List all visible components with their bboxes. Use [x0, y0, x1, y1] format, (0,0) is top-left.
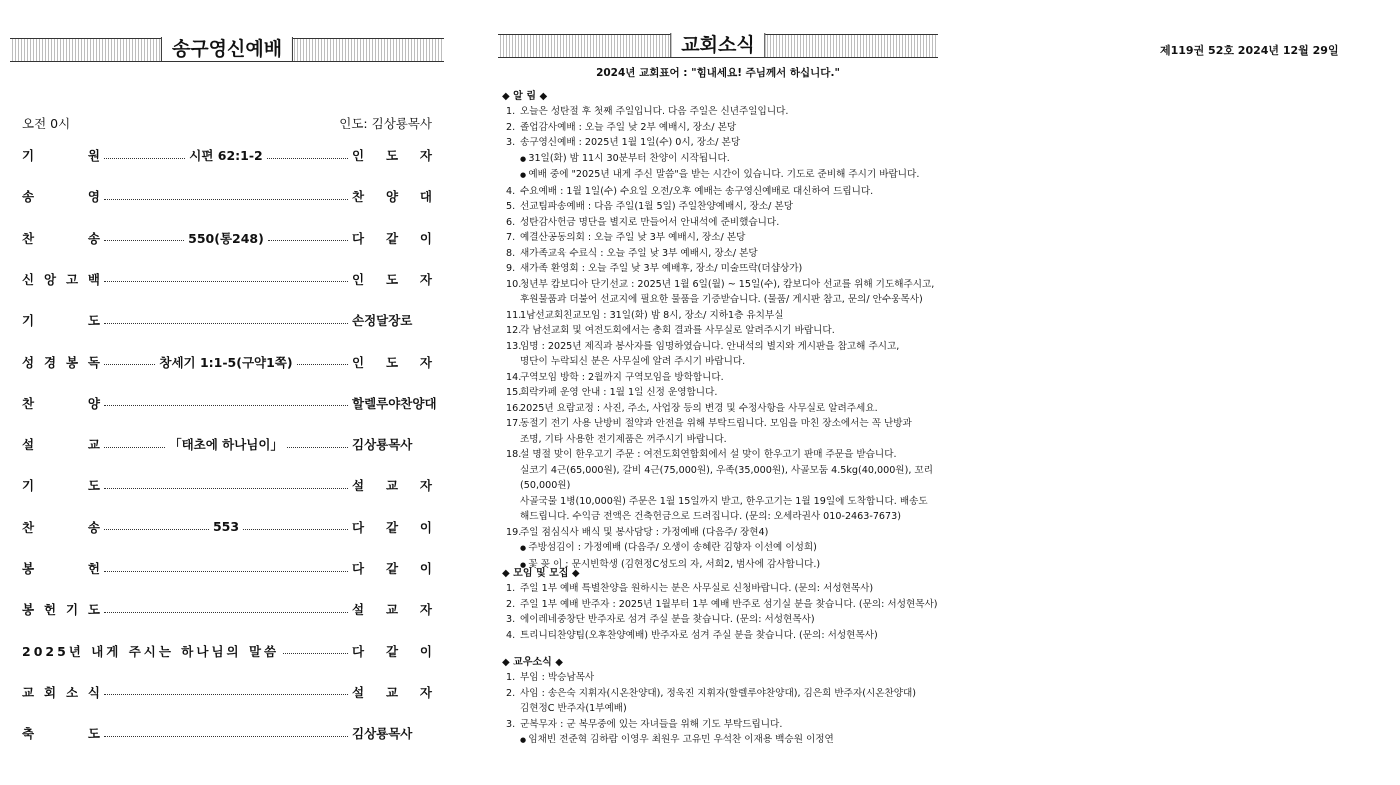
news-number: 13. — [506, 340, 522, 352]
order-leader-dots — [104, 688, 348, 695]
order-row — [22, 352, 432, 372]
news-text: 사골국물 1병(10,000원) 주문은 1월 15일까지 받고, 한우고기는 1월 19일에 도착합니다. 배송도 — [520, 495, 928, 507]
order-content: 창세기 1:1-5(구약1쪽) — [159, 354, 293, 370]
order-row — [22, 558, 432, 578]
order-person: 손정달장로 — [352, 313, 413, 329]
news-text: 선교팀파송예배 : 다음 주일(1월 5일) 주일찬양예배시, 장소/ 본당 — [520, 201, 793, 212]
order-leader-dots — [104, 519, 348, 534]
news-item — [506, 120, 938, 136]
news-text: 청년부 캄보디아 단기선교 : 2025년 1월 6일(월) ~ 15일(수), 캄보디아 선교를 위해 기도해주시고, — [520, 278, 935, 290]
news-text: 1남선교회친교모임 : 31일(화) 밤 8시, 장소/ 지하1층 유치부실 — [520, 309, 784, 321]
news-text: 2025년 요람교정 : 사진, 주소, 사업장 등의 변경 및 수정사항을 사무실로 알려주세요. — [520, 402, 878, 414]
order-item: 찬 양 — [22, 395, 100, 411]
news-item — [506, 686, 938, 717]
news-item — [506, 308, 938, 324]
order-item: 교 회 소 식 — [22, 684, 100, 700]
news-text: 사임 : 송은숙 지휘자(시온찬양대), 정욱진 지휘자(할렐루야찬양대), 김은희 반주자(시온찬양대) — [520, 687, 917, 699]
news-number: 19. — [506, 526, 522, 538]
news-text: 수요예배 : 1월 1일(수) 수요일 오전/오후 예배는 송구영신예배로 대신하여 드립니다. — [520, 185, 874, 197]
order-person: 설 교 자 — [352, 684, 432, 700]
order-item: 2025년 내게 주시는 하나님의 말씀 — [22, 643, 280, 659]
news-number: 14. — [506, 371, 522, 383]
news-text: 각 남선교회 및 여전도회에서는 총회 결과를 사무실로 알려주시기 바랍니다. — [520, 325, 835, 336]
order-person: 김상룡목사 — [352, 726, 413, 742]
order-leader-dots — [104, 275, 348, 282]
order-person: 다 같 이 — [352, 561, 432, 576]
news-item — [506, 612, 938, 628]
order-item: 축 도 — [22, 726, 100, 742]
order-person: 인 도 자 — [352, 354, 432, 370]
news-item — [506, 230, 938, 246]
news-text: 명단이 누락되신 분은 사무실에 알려 주시기 바랍니다. — [520, 356, 746, 367]
news-item — [506, 628, 938, 644]
news-title-bar — [498, 34, 938, 58]
order-row — [22, 599, 432, 619]
notice-list — [506, 104, 938, 573]
order-content: 553 — [212, 519, 240, 535]
recruit-list — [506, 581, 938, 643]
news-item — [506, 370, 938, 386]
order-item: 찬 송 — [22, 230, 100, 246]
news-text: 희락카페 운영 안내 : 1월 1일 신정 운영합니다. — [520, 387, 718, 398]
bullet-icon: ● — [520, 154, 529, 163]
order-person: 다 같 이 — [352, 230, 432, 246]
order-item: 찬 송 — [22, 519, 100, 535]
news-item — [506, 246, 938, 262]
news-text: 임명 : 2025년 제직과 봉사자를 임명하였습니다. 안내석의 별지와 게시판을 참고해 주시고, — [520, 340, 900, 352]
news-bullet: ● 예배 중에 "2025년 내게 주신 말씀"을 받는 시간이 있습니다. 기도로 준비해 주시기 바랍니다. — [520, 169, 920, 180]
news-text: 부임 : 박승남목사 — [520, 672, 595, 683]
news-text: 졸업감사예배 : 오늘 주일 낮 2부 예배시, 장소/ 본당 — [520, 121, 737, 133]
news-item — [506, 184, 938, 200]
news-item — [506, 447, 938, 525]
news-item — [506, 597, 938, 613]
news-text: 오늘은 성탄절 후 첫째 주일입니다. 다음 주일은 신년주일입니다. — [520, 106, 789, 117]
bullet-icon: ● — [520, 736, 529, 744]
news-item — [506, 670, 938, 686]
news-number: 2. — [506, 598, 516, 610]
order-item: 기 도 — [22, 313, 100, 329]
news-text: 성탄감사헌금 명단을 별지로 만들어서 안내석에 준비했습니다. — [520, 216, 780, 228]
news-number: 17. — [506, 418, 522, 429]
order-content: 시편 62:1-2 — [189, 148, 263, 163]
order-leader-dots — [104, 435, 348, 453]
news-text: 에이레네중창단 반주자로 섬겨 주실 분을 찾습니다. (문의: 서성현목사) — [520, 614, 815, 625]
order-row — [22, 723, 432, 743]
news-text: 실코기 4근(65,000원), 갈비 4근(75,000원), 우족(35,000원), 사골모둠 4.5kg(40,000원), 꼬리(50,000원) — [520, 464, 933, 491]
news-number: 1. — [506, 583, 516, 594]
order-person: 다 같 이 — [352, 519, 432, 535]
news-number: 5. — [506, 201, 516, 212]
news-text: 새가족교육 수료식 : 오늘 주일 낮 3부 예배시, 장소/ 본당 — [520, 247, 758, 259]
order-leader-dots — [104, 317, 348, 324]
news-item — [506, 416, 938, 447]
order-person: 설 교 자 — [352, 478, 432, 494]
news-number: 9. — [506, 263, 516, 274]
bullet-icon: ● — [520, 560, 529, 569]
order-row — [22, 145, 432, 165]
news-number: 18. — [506, 449, 522, 460]
news-item — [506, 401, 938, 417]
news-number: 7. — [506, 232, 516, 243]
news-text: 주일 점심식사 배식 및 봉사담당 : 가정예배 (다음주/ 장현4) — [520, 526, 769, 538]
news-bullet: ● 꽃 꽂 이 : 문시빈학생 (김현정C성도의 자, 서희2, 범사에 감사합니다.) — [520, 558, 821, 570]
order-item: 봉 헌 — [22, 561, 100, 576]
member-list — [506, 670, 938, 749]
recruit-heading: ◆ 모임 및 모집 ◆ — [502, 568, 580, 579]
order-person: 찬 양 대 — [352, 189, 432, 205]
news-number: 2. — [506, 687, 516, 699]
news-item — [506, 135, 938, 184]
order-row — [22, 641, 432, 661]
news-item — [506, 104, 938, 120]
order-item: 신 앙 고 백 — [22, 271, 100, 287]
news-text: 해드립니다. 수익금 전액은 건축헌금으로 드려집니다. (문의: 오세라권사 010-2463-7673) — [520, 511, 901, 522]
bullet-icon: ● — [520, 544, 529, 552]
order-item: 기 도 — [22, 478, 100, 494]
news-text: 송구영신예배 : 2025년 1월 1일(수) 0시, 장소/ 본당 — [520, 137, 741, 148]
news-text: 트리니티찬양팀(오후찬양예배) 반주자로 섬겨 주실 분을 찾습니다. (문의: 서성현목사) — [520, 629, 878, 641]
news-number: 8. — [506, 247, 516, 259]
news-item — [506, 581, 938, 597]
news-text: 후원물품과 더불어 선교지에 필요한 물품을 기증받습니다. (물품/ 게시판 참고, 문의/ 안수웅목사) — [520, 294, 923, 305]
news-number: 4. — [506, 185, 516, 197]
news-bullet: ● 임채빈 전준혁 김하람 이영우 최원우 고유민 우석찬 이재용 백승원 이정연 — [520, 734, 834, 745]
order-row — [22, 517, 432, 537]
bullet-icon: ● — [520, 171, 529, 179]
order-leader-dots — [104, 353, 348, 371]
order-person: 다 같 이 — [352, 643, 432, 659]
order-row — [22, 682, 432, 702]
order-person: 인 도 자 — [352, 271, 432, 287]
news-number: 2. — [506, 121, 516, 133]
news-number: 3. — [506, 718, 516, 730]
order-leader-dots — [104, 730, 348, 737]
worship-leader: 인도: 김상룡목사 — [339, 116, 432, 131]
order-content: 「태초에 하나님이」 — [169, 437, 283, 453]
order-leader-dots — [104, 193, 348, 200]
news-number: 1. — [506, 672, 516, 683]
news-bullet: ● 31일(화) 밤 11시 30분부터 찬양이 시작됩니다. — [520, 152, 730, 164]
order-person: 설 교 자 — [352, 602, 432, 618]
order-row — [22, 228, 432, 248]
news-item — [506, 261, 938, 277]
news-number: 4. — [506, 629, 516, 641]
news-text: 주일 1부 예배 반주자 : 2025년 1월부터 1부 예배 반주로 섬기실 분을 찾습니다. (문의: 서성현목사) — [520, 598, 938, 610]
news-item — [506, 323, 938, 339]
news-text: 새가족 환영회 : 오늘 주일 낮 3부 예배후, 장소/ 미술뜨락(더샵상가) — [520, 263, 803, 274]
order-item: 성 경 봉 독 — [22, 354, 100, 370]
order-item: 봉 헌 기 도 — [22, 602, 100, 618]
order-leader-dots — [104, 399, 348, 406]
news-text: 동절기 전기 사용 난방비 절약과 안전을 위해 부탁드립니다. 모임을 마친 장소에서는 꼭 난방과 — [520, 418, 912, 429]
news-item — [506, 277, 938, 308]
news-item — [506, 717, 938, 749]
order-person: 인 도 자 — [352, 148, 432, 163]
order-leader-dots — [104, 482, 348, 489]
news-text: 설 명절 맞이 한우고기 주문 : 여전도회연합회에서 설 맞이 한우고기 판매 주문을 받습니다. — [520, 449, 897, 460]
worship-title: 송구영신예배 — [161, 37, 293, 61]
news-number: 11. — [506, 309, 522, 321]
order-leader-dots — [104, 229, 348, 247]
news-item — [506, 199, 938, 215]
news-number: 3. — [506, 137, 516, 148]
worship-time: 오전 0시 — [22, 116, 71, 131]
order-item: 송 영 — [22, 189, 100, 205]
order-leader-dots — [104, 146, 348, 164]
order-leader-dots — [283, 647, 348, 654]
member-heading: ◆ 교우소식 ◆ — [502, 657, 563, 668]
news-number: 16. — [506, 402, 522, 414]
news-number: 1. — [506, 106, 516, 117]
news-item — [506, 215, 938, 231]
news-number: 6. — [506, 216, 516, 228]
news-text: 주일 1부 예배 특별찬양을 원하시는 분은 사무실로 신청바랍니다. (문의: 서성현목사) — [520, 583, 874, 594]
order-person: 김상룡목사 — [352, 437, 413, 453]
order-row — [22, 186, 432, 206]
order-item: 기 원 — [22, 148, 100, 163]
order-row — [22, 393, 437, 413]
news-text: 조명, 기타 사용한 전기제품은 꺼주시기 바랍니다. — [520, 433, 727, 445]
issue-number-date: 제119권 52호 2024년 12월 29일 — [1160, 44, 1339, 57]
news-number: 12. — [506, 325, 522, 336]
order-row — [22, 434, 432, 454]
news-bullet: ● 주방섬김이 : 가정예배 (다음주/ 오생이 송혜란 김향자 이선예 이성희) — [520, 542, 817, 553]
news-number: 15. — [506, 387, 522, 398]
church-motto: 2024년 교회표어 : "힘내세요! 주님께서 하십니다." — [596, 67, 840, 79]
order-row — [22, 269, 432, 289]
news-number: 10. — [506, 278, 522, 290]
order-leader-dots — [104, 606, 348, 613]
news-text: 예결산공동의회 : 오늘 주일 낮 3부 예배시, 장소/ 본당 — [520, 232, 746, 243]
news-number: 3. — [506, 614, 516, 625]
news-text: 군복무자 : 군 복무중에 있는 자녀들을 위해 기도 부탁드립니다. — [520, 718, 783, 730]
news-item — [506, 385, 938, 401]
order-row — [22, 475, 432, 495]
order-row — [22, 310, 432, 330]
order-item: 설 교 — [22, 437, 100, 453]
news-text: 구역모임 방학 : 2월까지 구역모임을 방학합니다. — [520, 371, 724, 383]
order-leader-dots — [104, 565, 348, 572]
news-text: 김현정C 반주자(1부예배) — [520, 703, 627, 714]
worship-title-bar — [10, 38, 444, 62]
notice-heading: ◆ 알 림 ◆ — [502, 91, 548, 102]
order-content: 550(통248) — [188, 230, 264, 246]
order-person: 할렐루야찬양대 — [352, 395, 437, 411]
news-item — [506, 339, 938, 370]
news-title: 교회소식 — [670, 33, 765, 57]
